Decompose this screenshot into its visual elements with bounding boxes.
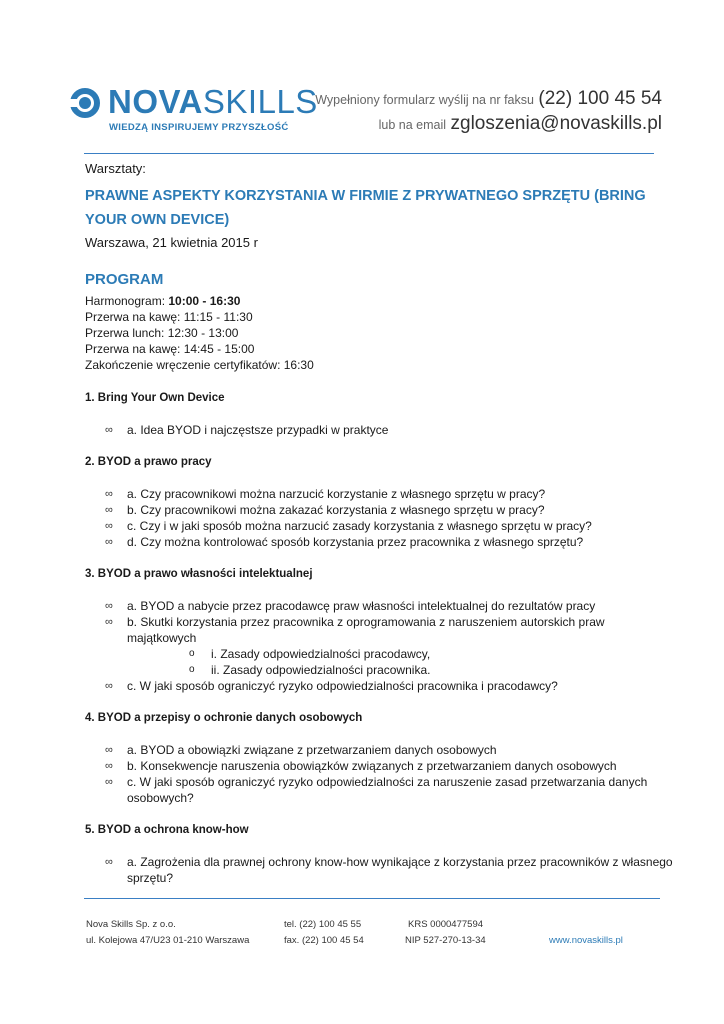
- footer-divider: [84, 898, 660, 899]
- infinity-bullet-icon: ∞: [105, 776, 113, 788]
- section-list: [85, 742, 675, 806]
- schedule: [85, 293, 675, 373]
- list-item: ∞ a. Czy pracownikowi można narzucić korzystanie z własnego sprzętu w pracy?: [105, 487, 546, 501]
- logo-tagline: WIEDZĄ INSPIRUJEMY PRZYSZŁOŚĆ: [109, 122, 289, 133]
- fax-number: (22) 100 45 54: [538, 88, 662, 109]
- infinity-bullet-icon: ∞: [105, 856, 113, 868]
- list-item: ∞ c. W jaki sposób ograniczyć ryzyko odpowiedzialności za naruszenie zasad przetwarzania danych osobowych?: [105, 775, 648, 805]
- list-item: ∞ a. BYOD a obowiązki związane z przetwarzaniem danych osobowych: [105, 743, 497, 757]
- schedule-time: 10:00 - 16:30: [168, 294, 241, 308]
- list-item: ∞ b. Skutki korzystania przez pracownika z oprogramowania z naruszeniem autorskich praw majątkowych o i. Zasady odpowiedzialności pracodawcy, o ii. Zasady odpowiedzialności pracownika.: [85, 614, 675, 678]
- infinity-bullet-icon: ∞: [105, 680, 113, 692]
- circle-bullet-icon: o: [189, 664, 195, 675]
- section-title: 1. Bring Your Own Device: [85, 392, 225, 404]
- sub-list-item: o i. Zasady odpowiedzialności pracodawcy,: [189, 647, 431, 661]
- footer-address: ul. Kolejowa 47/U23 01-210 Warszawa: [86, 935, 250, 946]
- fax-label: Wypełniony formularz wyślij na nr faksu: [315, 93, 534, 107]
- section-list: [85, 486, 675, 550]
- circle-bullet-icon: o: [189, 648, 195, 659]
- email-contact: [379, 113, 662, 135]
- section-title: 4. BYOD a przepisy o ochronie danych osobowych: [85, 712, 363, 724]
- section-title: 3. BYOD a prawo własności intelektualnej: [85, 568, 313, 580]
- schedule-break: Przerwa na kawę: 14:45 - 15:00: [85, 342, 255, 356]
- infinity-bullet-icon: ∞: [105, 488, 113, 500]
- infinity-bullet-icon: ∞: [105, 600, 113, 612]
- list-item: ∞ d. Czy można kontrolować sposób korzystania przez pracownika z własnego sprzętu?: [105, 535, 584, 549]
- schedule-main: [85, 293, 675, 309]
- logo-dot-icon: [79, 97, 91, 109]
- section-list: [85, 422, 675, 438]
- sub-list: [127, 646, 675, 678]
- workshop-title: PRAWNE ASPEKTY KORZYSTANIA W FIRMIE Z PRYWATNEGO SPRZĘTU (BRING YOUR OWN DEVICE): [85, 188, 646, 228]
- schedule-break: Przerwa na kawę: 11:15 - 11:30: [85, 310, 253, 324]
- infinity-bullet-icon: ∞: [105, 616, 113, 628]
- footer-website-link[interactable]: www.novaskills.pl: [549, 935, 623, 946]
- footer-nip: NIP 527-270-13-34: [405, 935, 486, 946]
- schedule-label: Harmonogram:: [85, 294, 169, 308]
- section-list: [85, 598, 675, 694]
- infinity-bullet-icon: ∞: [105, 744, 113, 756]
- infinity-bullet-icon: ∞: [105, 760, 113, 772]
- program-heading: PROGRAM: [85, 271, 164, 288]
- section-list: [85, 854, 675, 886]
- header-divider: [84, 153, 654, 154]
- infinity-bullet-icon: ∞: [105, 536, 113, 548]
- schedule-end: Zakończenie wręczenie certyfikatów: 16:30: [85, 358, 314, 372]
- infinity-bullet-icon: ∞: [105, 520, 113, 532]
- logo-nova: NOVA: [108, 83, 203, 120]
- workshop-label: Warsztaty:: [85, 161, 146, 176]
- list-item: ∞ c. W jaki sposób ograniczyć ryzyko odpowiedzialności pracownika i pracodawcy?: [105, 679, 558, 693]
- schedule-break: Przerwa lunch: 12:30 - 13:00: [85, 326, 239, 340]
- logo-wordmark: [108, 84, 318, 120]
- footer-tel: tel. (22) 100 45 55: [284, 919, 362, 930]
- footer-fax: fax. (22) 100 45 54: [284, 935, 364, 946]
- section-title: 2. BYOD a prawo pracy: [85, 456, 212, 468]
- infinity-bullet-icon: ∞: [105, 424, 113, 436]
- list-item: ∞ c. Czy i w jaki sposób można narzucić zasady korzystania z własnego sprzętu w pracy?: [105, 519, 592, 533]
- email-address[interactable]: zgloszenia@novaskills.pl: [450, 113, 662, 134]
- fax-contact: [315, 88, 662, 110]
- infinity-bullet-icon: ∞: [105, 504, 113, 516]
- section-title: 5. BYOD a ochrona know-how: [85, 824, 249, 836]
- list-item: ∞ a. Zagrożenia dla prawnej ochrony know-how wynikające z korzystania przez pracowników z własnego sprzętu?: [105, 855, 673, 885]
- document-body: [85, 160, 675, 886]
- list-item: ∞ b. Czy pracownikowi można zakazać korzystania z własnego sprzętu w pracy?: [105, 503, 545, 517]
- list-item: ∞ a. Idea BYOD i najczęstsze przypadki w praktyce: [105, 423, 389, 437]
- list-item: ∞ a. BYOD a nabycie przez pracodawcę praw własności intelektualnej do rezultatów pracy: [105, 599, 596, 613]
- logo-skills: SKILLS: [202, 83, 318, 120]
- footer-krs: KRS 0000477594: [408, 919, 484, 930]
- footer-company: Nova Skills Sp. z o.o.: [86, 919, 176, 930]
- sub-list-item: o ii. Zasady odpowiedzialności pracownika.: [189, 663, 431, 677]
- list-item: ∞ b. Konsekwencje naruszenia obowiązków związanych z przetwarzaniem danych osobowych: [105, 759, 617, 773]
- email-label: lub na email: [378, 118, 447, 132]
- workshop-date: Warszawa, 21 kwietnia 2015 r: [85, 235, 258, 250]
